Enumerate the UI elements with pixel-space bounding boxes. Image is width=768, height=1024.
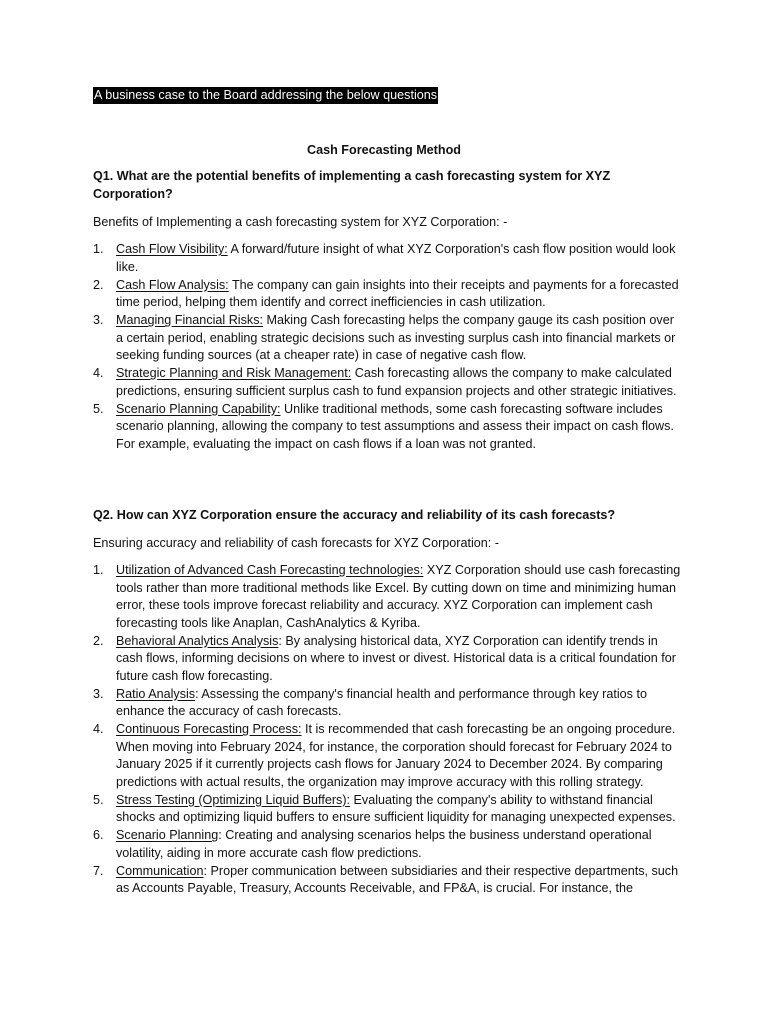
- item-text: The company can gain insights into their receipts and payments for a forecasted time period, helping them identify and correct inefficiencies in cash utilization.: [116, 277, 679, 309]
- item-text: : Creating and analysing scenarios helps the business understand operational volatility, aiding in more accurate cash flow predictions.: [116, 828, 652, 860]
- item-text: : Assessing the company's financial health and performance through key ratios to enhance the accuracy of cash forecasts.: [116, 686, 647, 718]
- item-term: Utilization of Advanced Cash Forecasting technologies:: [116, 563, 424, 577]
- list-item: [93, 562, 683, 632]
- list-item: [93, 863, 683, 898]
- item-term: Scenario Planning Capability:: [116, 401, 281, 416]
- item-number: 3.: [93, 313, 104, 327]
- item-number: 5.: [93, 792, 104, 807]
- list-item: [93, 827, 683, 862]
- item-term: Communication: [116, 863, 204, 878]
- item-term: Stress Testing (Optimizing Liquid Buffers):: [116, 792, 351, 807]
- item-number: 6.: [93, 828, 104, 842]
- item-text: Making Cash forecasting helps the company gauge its cash position over a certain period, enabling strategic decisions such as investing surplus cash into financial markets or seeking funding sources (at a cheaper rate) in case of negative cash flow.: [116, 313, 676, 362]
- item-term: Cash Flow Visibility:: [116, 242, 228, 256]
- item-number: 5.: [93, 401, 104, 416]
- list-item: [93, 241, 683, 276]
- item-text: A forward/future insight of what XYZ Corporation's cash flow position would look like.: [116, 242, 676, 274]
- q1-lead: Benefits of Implementing a cash forecasting system for XYZ Corporation: -: [93, 215, 508, 229]
- item-text: Evaluating the company's ability to withstand financial shocks and optimizing liquid buffers to ensure sufficient liquidity for managing unexpected expenses.: [116, 792, 676, 824]
- list-item: [93, 721, 683, 791]
- question-1: Q1. What are the potential benefits of implementing a cash forecasting system for XYZ Corporation?: [93, 169, 611, 201]
- document-title: Cash Forecasting Method: [307, 143, 461, 157]
- intro-highlight: A business case to the Board addressing the below questions: [94, 88, 438, 102]
- list-item: [93, 792, 683, 827]
- item-text: It is recommended that cash forecasting be an ongoing procedure. When moving into February 2024, for instance, the corporation should forecast for February 2024 to January 2025 if it currently projects cash flows for January 2024 to December 2024. By comparing predictions with actual results, the organization may improve accuracy with this rolling strategy.: [116, 722, 676, 789]
- list-item: [93, 277, 683, 312]
- item-term: Managing Financial Risks:: [116, 313, 263, 327]
- question-2: Q2. How can XYZ Corporation ensure the accuracy and reliability of its cash forecasts?: [93, 508, 616, 522]
- list-item: [93, 686, 683, 721]
- item-text: XYZ Corporation should use cash forecasting tools rather than more traditional methods like Excel. By cutting down on time and minimizing human error, these tools improve forecast reliability and accuracy. XYZ Corporation can implement cash forecasting tools like Anaplan, CashAnalytics & Kyriba.: [116, 563, 681, 630]
- item-term: Behavioral Analytics Analysis: [116, 633, 279, 648]
- item-term: Cash Flow Analysis:: [116, 277, 229, 292]
- item-number: 7.: [93, 863, 104, 878]
- item-term: Scenario Planning: [116, 828, 219, 842]
- q2-accuracy-list: [93, 562, 683, 898]
- q1-benefits-list: [93, 241, 683, 454]
- list-item: [93, 633, 683, 686]
- item-text: : Proper communication between subsidiaries and their respective departments, such as Accounts Payable, Treasury, Accounts Receivable, and FP&A, is crucial. For instance, the: [116, 863, 679, 895]
- item-text: : By analysing historical data, XYZ Corporation can identify trends in cash flows, informing decisions on where to invest or divest. Historical data is a critical foundation for future cash flow forecasting.: [116, 633, 676, 683]
- item-text: Unlike traditional methods, some cash forecasting software includes scenario planning, allowing the company to test assumptions and assess their impact on cash flows. For example, evaluating the impact on cash flows if a loan was not granted.: [116, 401, 674, 451]
- item-text: Cash forecasting allows the company to make calculated predictions, ensuring sufficient surplus cash to fund expansion projects and other strategic initiatives.: [116, 366, 677, 398]
- item-number: 2.: [93, 633, 104, 648]
- item-term: Ratio Analysis: [116, 686, 196, 701]
- list-item: [93, 365, 683, 400]
- item-term: Strategic Planning and Risk Management:: [116, 366, 352, 380]
- item-number: 3.: [93, 686, 104, 701]
- item-term: Continuous Forecasting Process:: [116, 722, 302, 736]
- item-number: 1.: [93, 563, 104, 577]
- list-item: [93, 401, 683, 454]
- item-number: 4.: [93, 722, 104, 736]
- q2-lead: Ensuring accuracy and reliability of cash forecasts for XYZ Corporation: -: [93, 536, 499, 550]
- item-number: 4.: [93, 366, 104, 380]
- item-number: 2.: [93, 277, 104, 292]
- list-item: [93, 312, 683, 365]
- item-number: 1.: [93, 242, 104, 256]
